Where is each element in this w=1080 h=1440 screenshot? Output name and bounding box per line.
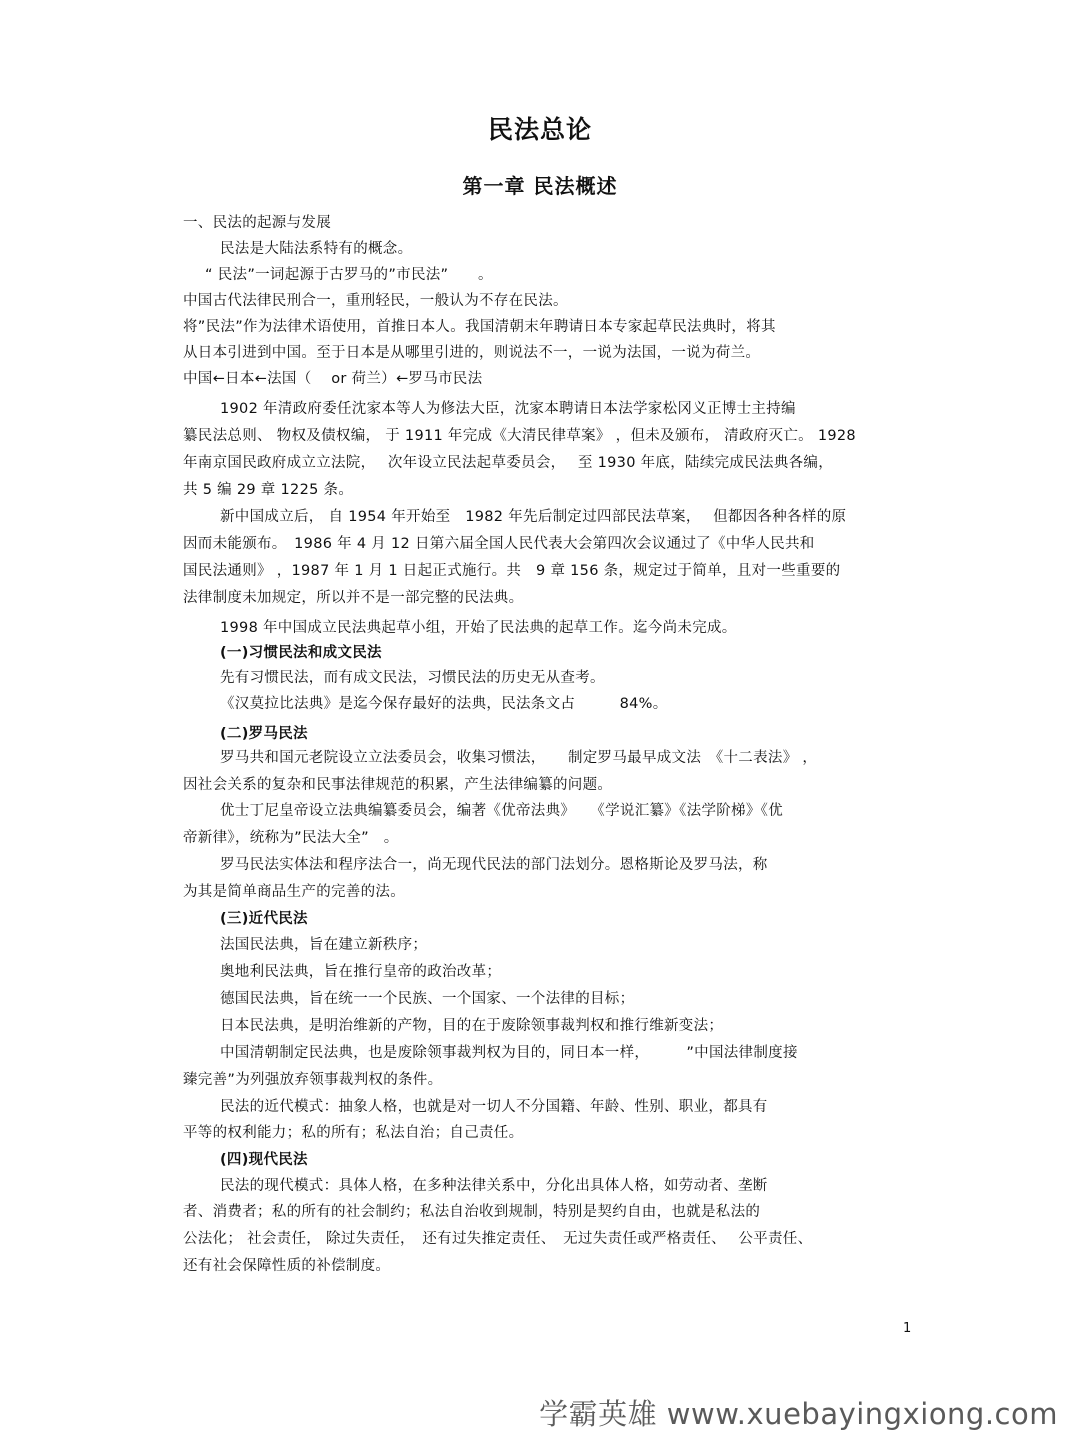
text-line: 臻完善”为列强放弃领事裁判权的条件。 (183, 1072, 443, 1088)
subsection-heading: (三)近代民法 (220, 911, 308, 927)
text-line: 还有社会保障性质的补偿制度。 (183, 1258, 391, 1274)
text-line: 因而未能颁布。 1986 年 4 月 12 日第六届全国人民代表大会第四次会议通过了《中华人民共和 (183, 536, 815, 552)
subsection-heading: (二)罗马民法 (220, 726, 308, 742)
section-heading: 一、民法的起源与发展 (183, 215, 331, 231)
text-line: 民法的现代模式：具体人格，在多种法律关系中，分化出具体人格，如劳动者、垄断 (220, 1178, 768, 1194)
text-line: 者、消费者；私的所有的社会制约；私法自治收到规制，特别是契约自由，也就是私法的 (183, 1204, 761, 1220)
text-line: 日本民法典，是明治维新的产物，目的在于废除领事裁判权和推行维新变法； (220, 1018, 724, 1034)
text-line: 因社会关系的复杂和民事法律规范的积累，产生法律编纂的问题。 (183, 777, 613, 793)
text-line: 法律制度未加规定，所以并不是一部完整的民法典。 (183, 590, 524, 606)
subsection-heading: (四)现代民法 (220, 1152, 308, 1168)
text-line: 先有习惯民法，而有成文民法，习惯民法的历史无从查考。 (220, 670, 605, 686)
text-line: 国民法通则》 ，1987 年 1 月 1 日起正式施行。共 9 章 156 条，规定过于简单，且对一些重要的 (183, 563, 841, 579)
text-line: 1902 年清政府委任沈家本等人为修法大臣，沈家本聘请日本法学家松冈义正博士主持编 (220, 401, 796, 417)
text-line: 纂民法总则、 物权及债权编， 于 1911 年完成《大清民律草案》 ，但未及颁布， 清政府灭亡。 1928 (183, 428, 856, 444)
text-line: 1998 年中国成立民法典起草小组，开始了民法典的起草工作。迄今尚未完成。 (220, 620, 737, 636)
text-line: 奥地利民法典，旨在推行皇帝的政治改革； (220, 964, 502, 980)
text-line: 中国←日本←法国（ or 荷兰）←罗马市民法 (183, 371, 483, 387)
text-line: 《汉莫拉比法典》是迄今保存最好的法典，民法条文占 84%。 (220, 696, 668, 712)
text-line: 共 5 编 29 章 1225 条。 (183, 482, 354, 498)
text-line: 中国清朝制定民法典，也是废除领事裁判权为目的，同日本一样， ”中国法律制度接 (220, 1045, 798, 1061)
text-line: 中国古代法律民刑合一，重刑轻民，一般认为不存在民法。 (183, 293, 568, 309)
text-line: 从日本引进到中国。至于日本是从哪里引进的，则说法不一，一说为法国，一说为荷兰。 (183, 345, 761, 361)
text-line: 平等的权利能力；私的所有；私法自治；自己责任。 (183, 1125, 524, 1141)
text-line: 公法化； 社会责任， 除过失责任， 还有过失推定责任、 无过失责任或严格责任、 公平责任、 (183, 1231, 813, 1247)
page-number: 1 (903, 1321, 912, 1336)
text-line: 帝新律》，统称为”民法大全” 。 (183, 830, 399, 846)
text-line: 罗马民法实体法和程序法合一，尚无现代民法的部门法划分。恩格斯论及罗马法，称 (220, 857, 768, 873)
text-line: 为其是简单商品生产的完善的法。 (183, 884, 405, 900)
text-line: 德国民法典，旨在统一一个民族、一个国家、一个法律的目标； (220, 991, 635, 1007)
text-line: 民法的近代模式：抽象人格，也就是对一切人不分国籍、年龄、性别、职业，都具有 (220, 1099, 768, 1115)
text-line: 优士丁尼皇帝设立法典编纂委员会，编著《优帝法典》 《学说汇纂》《法学阶梯》《优 (220, 803, 783, 819)
watermark-text: 学霸英雄 www.xuebayingxiong.com (539, 1397, 1058, 1431)
chapter-title: 第一章 民法概述 (462, 174, 618, 198)
subsection-heading: (一)习惯民法和成文民法 (220, 645, 382, 661)
text-line: “ 民法”一词起源于古罗马的”市民法” 。 (205, 267, 493, 283)
text-line: 新中国成立后， 自 1954 年开始至 1982 年先后制定过四部民法草案， 但都因各种各样的原 (220, 509, 847, 525)
text-line: 民法是大陆法系特有的概念。 (220, 241, 413, 257)
text-line: 法国民法典，旨在建立新秩序； (220, 937, 428, 953)
text-line: 将”民法”作为法律术语使用，首推日本人。我国清朝末年聘请日本专家起草民法典时，将其 (183, 319, 776, 335)
text-line: 年南京国民政府成立立法院， 次年设立民法起草委员会， 至 1930 年底，陆续完成民法典各编， (183, 455, 834, 471)
document-title: 民法总论 (487, 115, 592, 144)
text-line: 罗马共和国元老院设立立法委员会，收集习惯法， 制定罗马最早成文法 《十二表法》 ， (220, 750, 818, 766)
